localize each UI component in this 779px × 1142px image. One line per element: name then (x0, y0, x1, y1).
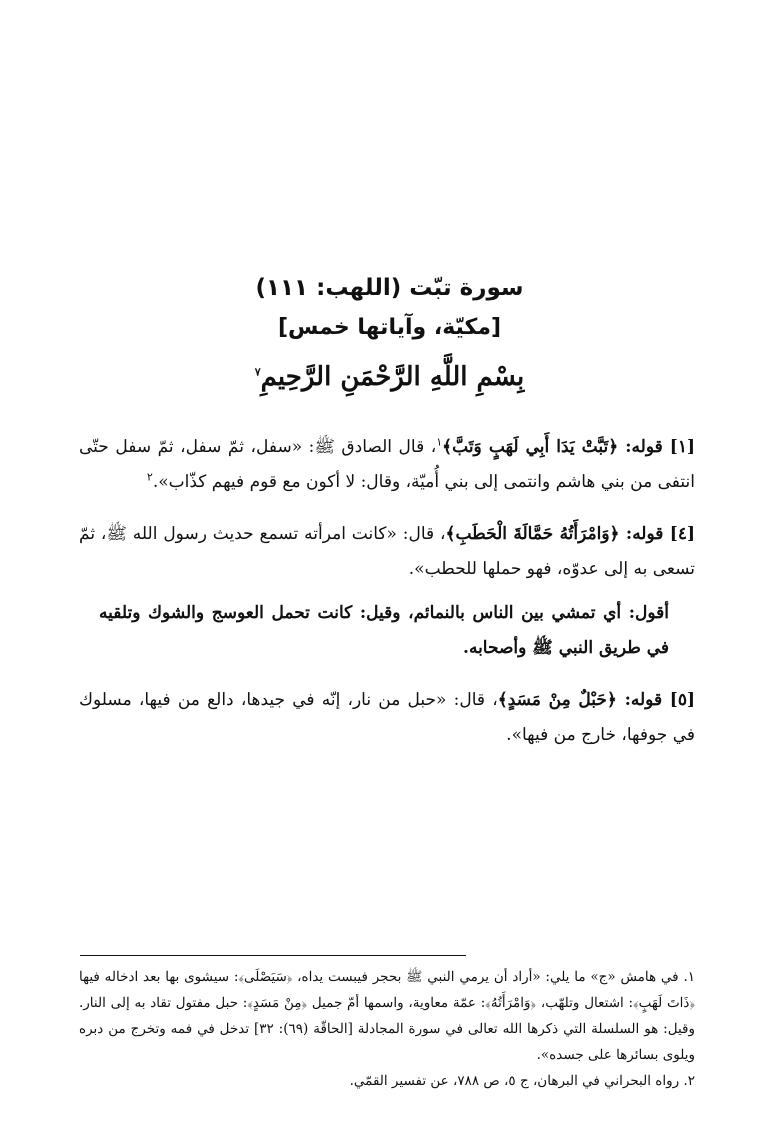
verse-quote: ﴿تَبَّتْ يَدَا أَبِي لَهَبٍ وَتَبَّ﴾ (442, 437, 619, 457)
footnote-2: ٢. رواه البحراني في البرهان، ج ٥، ص ٧٨٨، عن تفسير القمّي. (349, 1073, 695, 1089)
surah-subtitle: [مكيّة، وآياتها خمس] (277, 315, 501, 340)
footnote-marker-2[interactable]: ٢ (146, 470, 153, 484)
paragraph-lead: [٤] قوله: (619, 524, 696, 544)
title-block (0, 268, 779, 348)
basmala-text: بِسْمِ اللَّهِ الرَّحْمَنِ الرَّحِيمِ (260, 362, 525, 392)
commentary-paragraph-2 (79, 517, 695, 587)
paragraph-text: أقول: أي تمشي بين الناس بالنمائم، وقيل: كانت تحمل العوسج والشوك وتلقيه في طريق النبي ﷺ وأصحابه. (99, 603, 669, 658)
footnote-marker-1[interactable]: ١ (436, 435, 443, 449)
verse-quote: ﴿حَبْلٌ مِنْ مَسَدٍ﴾ (497, 690, 617, 710)
footnotes (79, 964, 695, 1094)
surah-title: سورة تبّت (اللهب: ١١١) (255, 275, 524, 301)
paragraph-text: ، قال الصادق ﷺ: «سفل، ثمّ سفل، ثمّ سفل حتّى انتفى من بني هاشم وانتمى إلى بني أُميّة، وقال: لا أكون مع قوم فيهم كذّاب». (79, 437, 695, 492)
paragraph-text: ، قال: «كانت امرأته تسمع حديث رسول الله ﷺ، ثمّ تسعى به إلى عدوّه، فهو حملها للحطب». (79, 524, 695, 579)
basmala (0, 362, 779, 392)
verse-quote: ﴿وَامْرَأَتُهُ حَمَّالَةَ الْحَطَبِ﴾ (445, 524, 620, 544)
commentary-paragraph-1 (79, 430, 695, 500)
paragraph-lead: [١] قوله: (618, 437, 696, 457)
author-note-paragraph (99, 596, 669, 666)
commentary-paragraph-3 (79, 683, 695, 753)
footnote-1: ١. في هامش «ج» ما يلي: «أراد أن يرمي النبي ﷺ بحجر فيبست يداه، ﴿سَيَصْلَى﴾: سيشوى بها بعد ادخاله فيها ﴿ذَاتَ لَهَبٍ﴾: اشتعال وتلهّب، ﴿وَامْرَأَتُهُ﴾: عمّة معاوية، واسمها أمّ جميل ﴿مِنْ مَسَدٍ﴾: حبل مفتول تقاد به إلى النار. وقيل: هو السلسلة التي ذكرها الله تعالى في سورة المجادلة [الحاقّة (٦٩): ٣٢] تدخل في فمه وتخرج من دبره ويلوى بسائرها على جسده». (79, 969, 696, 1063)
basmala-note-marker: ٧ (254, 365, 261, 379)
paragraph-text: ، قال: «حبل من نار، إنّه في جيدها، دالع من فيها، مسلوك في جوفها، خارج من فيها». (79, 690, 695, 745)
paragraph-lead: [٥] قوله: (616, 690, 696, 710)
footnote-divider (80, 955, 466, 956)
